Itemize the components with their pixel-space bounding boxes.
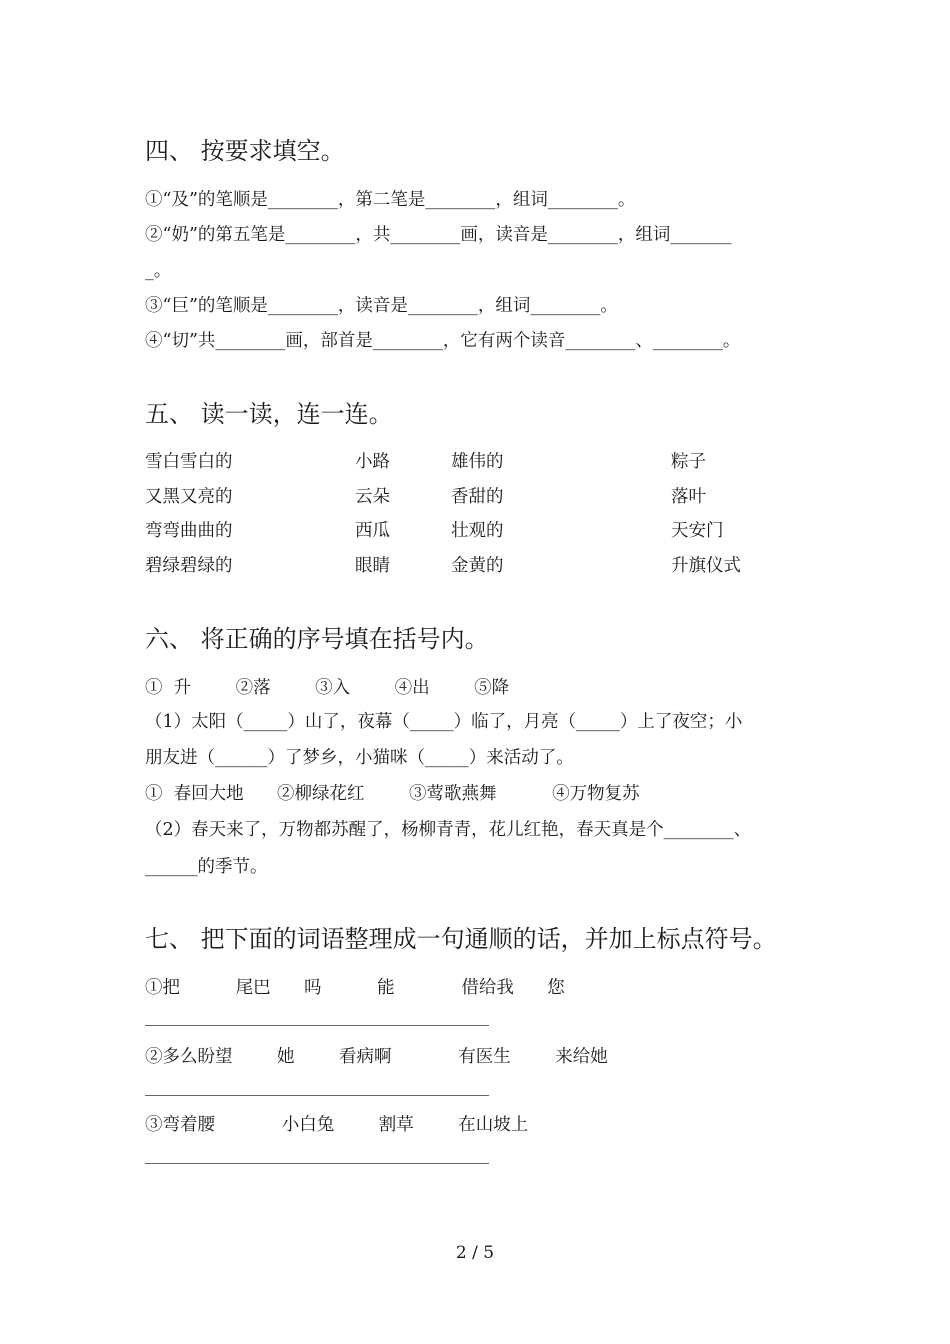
section-4-line-4: ④“切”共________画，部首是________，它有两个读音________、________。 (145, 331, 741, 351)
section-6-q1-line-2: 朋友进（______）了梦乡，小猫咪（_____）来活动了。 (145, 748, 574, 768)
section-6-options-2: ① 春回大地 ②柳绿花红 ③莺歌燕舞 ④万物复苏 (145, 784, 640, 804)
section-6-title: 六、 将正确的序号填在括号内。 (145, 625, 489, 653)
reorder-item-1: ①把 尾巴 吗 能 借给我 您 (145, 978, 565, 998)
match-left-1: 雪白雪白的 (145, 452, 233, 472)
section-4-title: 四、 按要求填空。 (145, 137, 345, 165)
match-col4-1: 粽子 (671, 452, 706, 472)
answer-line-3 (145, 1163, 489, 1164)
section-4-line-1: ①“及”的笔顺是________，第二笔是________，组词________。 (145, 190, 636, 210)
match-left-2: 又黑又亮的 (145, 487, 233, 507)
answer-line-2 (145, 1095, 489, 1096)
match-col2-1: 小路 (355, 452, 390, 472)
match-col2-2: 云朵 (355, 487, 390, 507)
section-4-line-3: ③“巨”的笔顺是________，读音是________，组词________。 (145, 296, 618, 316)
page-number: 2 / 5 (455, 1243, 495, 1263)
section-7-title: 七、 把下面的词语整理成一句通顺的话，并加上标点符号。 (145, 925, 777, 953)
answer-line-1 (145, 1025, 489, 1026)
match-col3-2: 香甜的 (451, 487, 504, 507)
section-6-q2-line-2: ______的季节。 (145, 857, 268, 877)
match-col4-2: 落叶 (671, 487, 706, 507)
reorder-item-2: ②多么盼望 她 看病啊 有医生 来给她 (145, 1047, 608, 1067)
section-6-q2-line-1: （2）春天来了，万物都苏醒了，杨柳青青，花儿红艳，春天真是个________、 (145, 820, 752, 840)
match-col2-3: 西瓜 (355, 521, 390, 541)
reorder-item-3: ③弯着腰 小白兔 割草 在山坡上 (145, 1115, 529, 1135)
match-col3-3: 壮观的 (451, 521, 504, 541)
section-6-options-1: ① 升 ②落 ③入 ④出 ⑤降 (145, 678, 510, 698)
match-col2-4: 眼睛 (355, 556, 390, 576)
match-left-4: 碧绿碧绿的 (145, 556, 233, 576)
match-col4-4: 升旗仪式 (671, 556, 741, 576)
match-col4-3: 天安门 (671, 521, 724, 541)
section-5-title: 五、 读一读，连一连。 (145, 400, 393, 428)
section-6-q1-line-1: （1）太阳（_____）山了，夜幕（_____）临了，月亮（_____）上了夜空；小 (145, 712, 743, 732)
section-4-line-2: ②“奶”的第五笔是________，共________画，读音是________，组词_______ (145, 225, 732, 245)
match-col3-4: 金黄的 (451, 556, 504, 576)
match-left-3: 弯弯曲曲的 (145, 521, 233, 541)
section-4-line-2-cont: _。 (145, 261, 172, 281)
match-col3-1: 雄伟的 (451, 452, 504, 472)
